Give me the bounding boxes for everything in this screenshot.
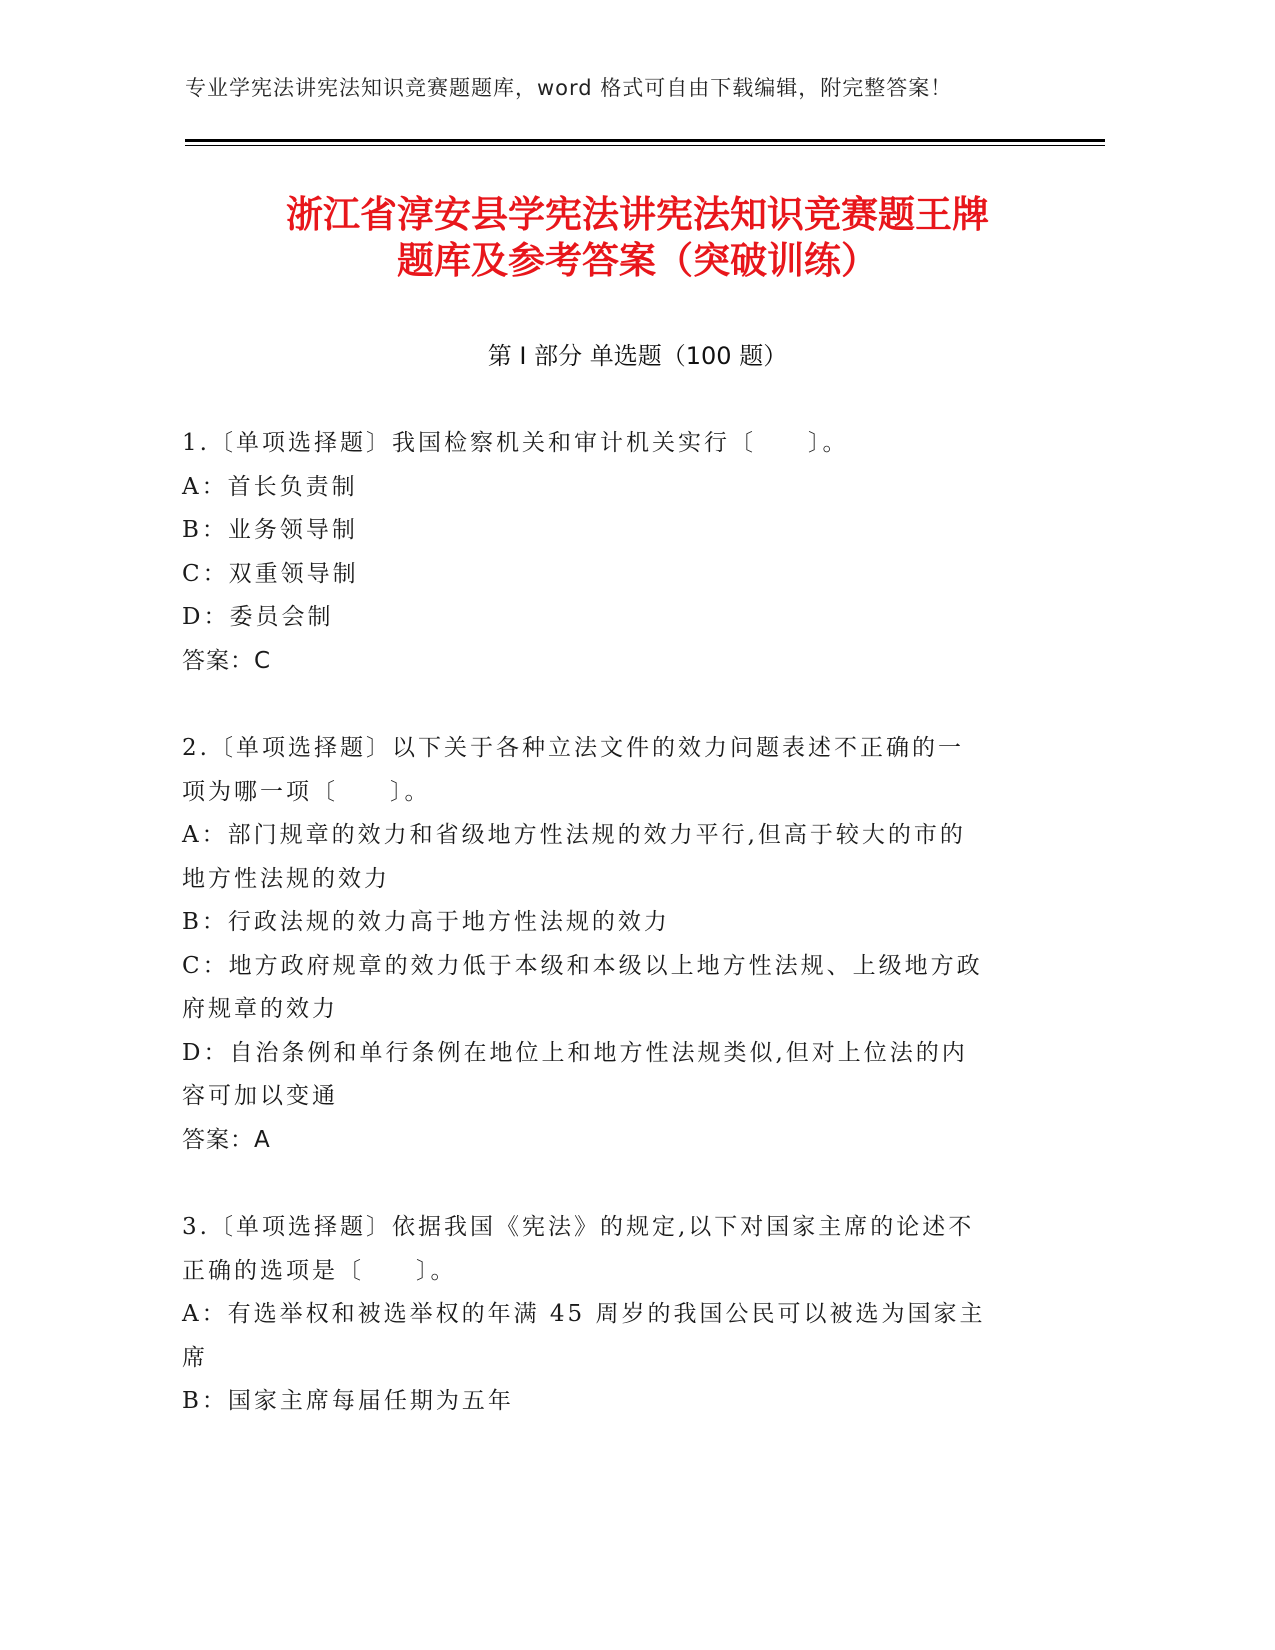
question-1-option-b: B：业务领导制: [182, 517, 358, 543]
question-3-stem-line-1: 3.〔单项选择题〕依据我国《宪法》的规定,以下对国家主席的论述不: [182, 1214, 975, 1240]
question-1-option-a: A：首长负责制: [182, 473, 358, 500]
question-2-option-a-line-2: 地方性法规的效力: [182, 865, 390, 892]
question-2-option-d-line-2: 容可加以变通: [182, 1083, 338, 1109]
question-2-option-c-line-2: 府规章的效力: [182, 996, 338, 1022]
question-1-answer: 答案：C: [182, 647, 272, 674]
question-2-option-b: B：行政法规的效力高于地方性法规的效力: [182, 909, 670, 935]
question-2-answer: 答案：A: [182, 1126, 271, 1153]
question-list: [182, 422, 1042, 1424]
question-3-option-a-line-2: 席: [182, 1344, 208, 1371]
document-title: [185, 192, 1090, 284]
question-3-option-b: B：国家主席每届任期为五年: [182, 1388, 514, 1414]
question-3-stem-line-2: 正确的选项是〔 〕。: [182, 1257, 457, 1284]
question-2: [182, 727, 1042, 1162]
question-1-stem: 1.〔单项选择题〕我国检察机关和审计机关实行〔 〕。: [182, 430, 849, 456]
question-1: [182, 422, 1042, 683]
question-1-option-d: D：委员会制: [182, 604, 334, 630]
header-rule-thick: [185, 139, 1105, 142]
question-3: [182, 1206, 1042, 1424]
question-2-stem-line-1: 2.〔单项选择题〕以下关于各种立法文件的效力问题表述不正确的一: [182, 735, 964, 761]
header-rule-thin: [185, 145, 1105, 146]
section-title: 第 I 部分 单选题（100 题）: [487, 342, 788, 370]
question-2-option-a-line-1: A：部门规章的效力和省级地方性法规的效力平行,但高于较大的市的: [182, 822, 966, 848]
question-3-option-a-line-1: A：有选举权和被选举权的年满 45 周岁的我国公民可以被选为国家主: [182, 1301, 986, 1327]
header-note: 专业学宪法讲宪法知识竞赛题题库，word 格式可自由下载编辑，附完整答案！: [185, 76, 953, 100]
question-2-stem-line-2: 项为哪一项〔 〕。: [182, 778, 431, 805]
question-spacer: [182, 683, 1042, 727]
document-title-line-1: 浙江省淳安县学宪法讲宪法知识竞赛题王牌: [286, 193, 989, 236]
question-1-option-c: C：双重领导制: [182, 560, 359, 587]
question-2-option-d-line-1: D：自治条例和单行条例在地位上和地方性法规类似,但对上位法的内: [182, 1039, 968, 1066]
document-title-line-2: 题库及参考答案（突破训练）: [397, 239, 878, 282]
question-2-option-c-line-1: C：地方政府规章的效力低于本级和本级以上地方性法规、上级地方政: [182, 952, 983, 979]
question-spacer: [182, 1162, 1042, 1206]
